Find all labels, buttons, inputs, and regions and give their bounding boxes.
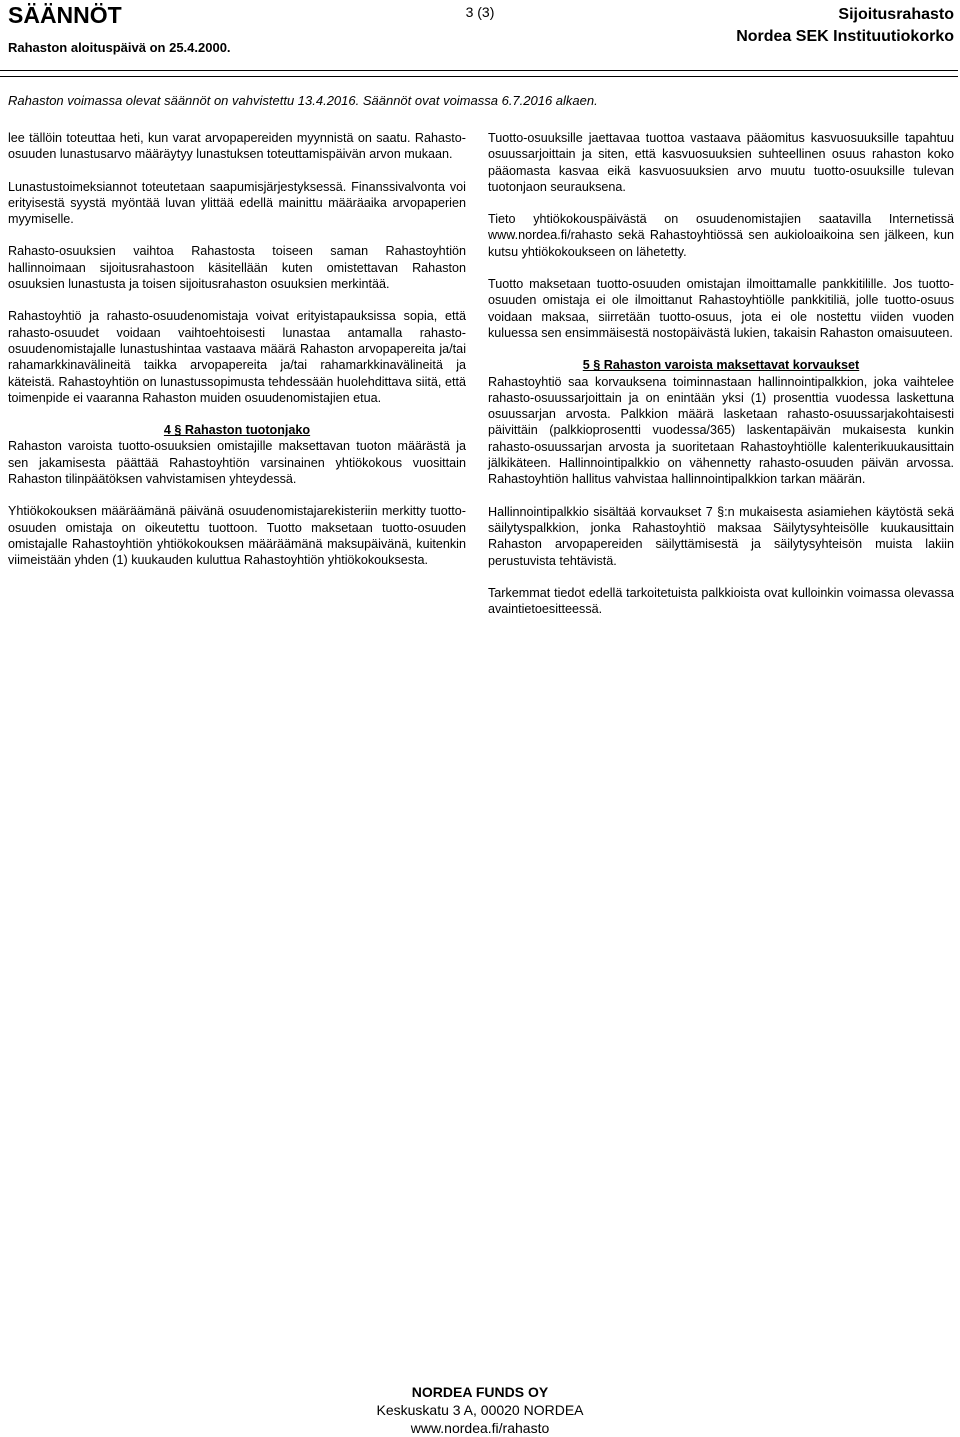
left-column bbox=[8, 130, 466, 585]
paragraph: Rahastoyhtiö ja rahasto-osuudenomistaja voivat erityistapauksissa sopia, että rahasto-osuudet voidaan vaihtoehtoisesti lunastaa antamalla rahasto-osuudenomistajalle lunastushintaa vastaava määrä Rahaston arvopapereita ja/tai rahamarkkinavälineitä taikka arvopapereita ja/tai rahamarkkinavälineitä ja käteistä. Rahastoyhtiön on lunastussopimusta tehdessään huolehdittava siitä, että toimenpide ei vaaranna Rahaston muiden osuudenomistajien etua. bbox=[8, 309, 466, 405]
right-column bbox=[488, 130, 954, 633]
fund-type: Sijoitusrahasto bbox=[838, 6, 954, 23]
company-name: NORDEA FUNDS OY bbox=[411, 1384, 549, 1400]
paragraph: Tuotto-osuuksille jaettavaa tuottoa vastaava pääomitus kasvuosuuksille tapahtuu osuussarjoittain ja siten, että kasvuosuuksien suhteellinen osuus rahaston koko pääomasta kasvaa eikä kasvuosuuksien arvo muutu tuotto-osuuksille tulevan tuotonjaon seurauksena. bbox=[488, 131, 954, 194]
paragraph: Hallinnointipalkkio sisältää korvaukset 7 §:n mukaisesta asiamiehen käytöstä sekä säilytyspalkkion, jonka Rahastoyhtiö maksaa Säilytysyhteisölle kuukausittain Rahaston arvopapereiden säilyttämisestä ja säilytysyhteisön muista lakiin perustuvista tehtävistä. bbox=[488, 504, 954, 568]
section-heading-4: 4 § Rahaston tuotonjako bbox=[163, 423, 311, 438]
fund-start-date: Rahaston aloituspäivä on 25.4.2000. bbox=[8, 40, 231, 55]
paragraph: Rahasto-osuuksien vaihtoa Rahastosta toiseen saman Rahastoyhtiön hallinnoimaan sijoitusrahastoon käsitellään kuten omistettavan Rahaston osuuksien lunastusta ja toisen sijoitusrahaston osuuksien merkintää. bbox=[8, 244, 466, 292]
paragraph: Rahastoyhtiö saa korvauksena toiminnastaan hallinnointipalkkion, joka vaihtelee rahasto-osuussarjoittain ja on enintään yksi (1) prosenttia vuodessa laskettuna osuussarjan arvosta. Palkkion määrä lasketaan rahasto-osuussarjakohtaisesti päivittäin (palkkioprosentti vuodessa/365) laskentapäivän mukaisesta kunkin rahasto-osuussarjan arvosta ja suoritetaan Rahastoyhtiölle kalenterikuukausittain jälkikäteen. Hallinnointipalkkio on vähennetty rahasto-osuuden päivän arvossa. Rahastoyhtiön hallitus vahvistaa hallinnointipalkkion tarkan määrän. bbox=[488, 374, 954, 487]
fund-name: Nordea SEK Instituutiokorko bbox=[736, 28, 954, 45]
paragraph: Tarkemmat tiedot edellä tarkoitetuista palkkioista ovat kulloinkin voimassa olevassa avaintietoesitteessä. bbox=[488, 585, 954, 617]
header-divider-second bbox=[0, 76, 958, 77]
document-title: SÄÄNNÖT bbox=[8, 2, 122, 28]
company-website: www.nordea.fi/rahasto bbox=[410, 1420, 550, 1436]
paragraph: Yhtiökokouksen määräämänä päivänä osuudenomistajarekisteriin merkitty tuotto-osuuden omistaja on oikeutettu tuottoon. Tuotto maksetaan tuotto-osuuden omistajalle Rahastoyhtiön yhtiökokouksen määräämänä maksupäivänä, kuitenkin viimeistään yhden (1) kuukauden kuluttua Rahastoyhtiön yhtiökokouksesta. bbox=[8, 504, 466, 568]
document-footer bbox=[0, 1383, 960, 1437]
company-address: Keskuskatu 3 A, 00020 NORDEA bbox=[376, 1402, 584, 1418]
paragraph: Tuotto maksetaan tuotto-osuuden omistajan ilmoittamalle pankkitilille. Jos tuotto-osuuden omistaja ei ole ilmoittanut Rahastoyhtiölle pankkitiliä, jolle tuotto-osuus voidaan maksaa, siirretään tuotto-osuus, jota ei ole nostettu viiden vuoden kuluessa sen ensimmäisestä nostopäivästä lukien, takaisin Rahaston omaisuuteen. bbox=[488, 277, 954, 340]
header-divider bbox=[0, 70, 958, 71]
paragraph: Lunastustoimeksiannot toteutetaan saapumisjärjestyksessä. Finanssivalvonta voi erityisestä syystä myöntää luvan ylittää edellä mainittu määräaika arvopaperien myymiselle. bbox=[8, 179, 466, 227]
validity-notice: Rahaston voimassa olevat säännöt on vahvistettu 13.4.2016. Säännöt ovat voimassa 6.7.2016 alkaen. bbox=[8, 93, 598, 108]
page-number: 3 (3) bbox=[465, 4, 495, 20]
section-heading-5: 5 § Rahaston varoista maksettavat korvaukset bbox=[582, 358, 860, 373]
paragraph: Rahaston varoista tuotto-osuuksien omistajille maksettavan tuoton määrästä ja sen jakamisesta päättää Rahastoyhtiön varsinainen yhtiökokous vuosittain Rahaston tilinpäätöksen vahvistamisen yhteydessä. bbox=[8, 439, 466, 487]
paragraph: Tieto yhtiökokouspäivästä on osuudenomistajien saatavilla Internetissä www.nordea.fi/rahasto sekä Rahastoyhtiössä sen aukioloaikoina sen jälkeen, kun kutsu yhtiökokoukseen on lähetetty. bbox=[488, 212, 954, 259]
paragraph: lee tällöin toteuttaa heti, kun varat arvopapereiden myynnistä on saatu. Rahasto-osuuden lunastusarvo määräytyy lunastuksen toteuttamispäivän arvon mukaan. bbox=[8, 131, 466, 162]
